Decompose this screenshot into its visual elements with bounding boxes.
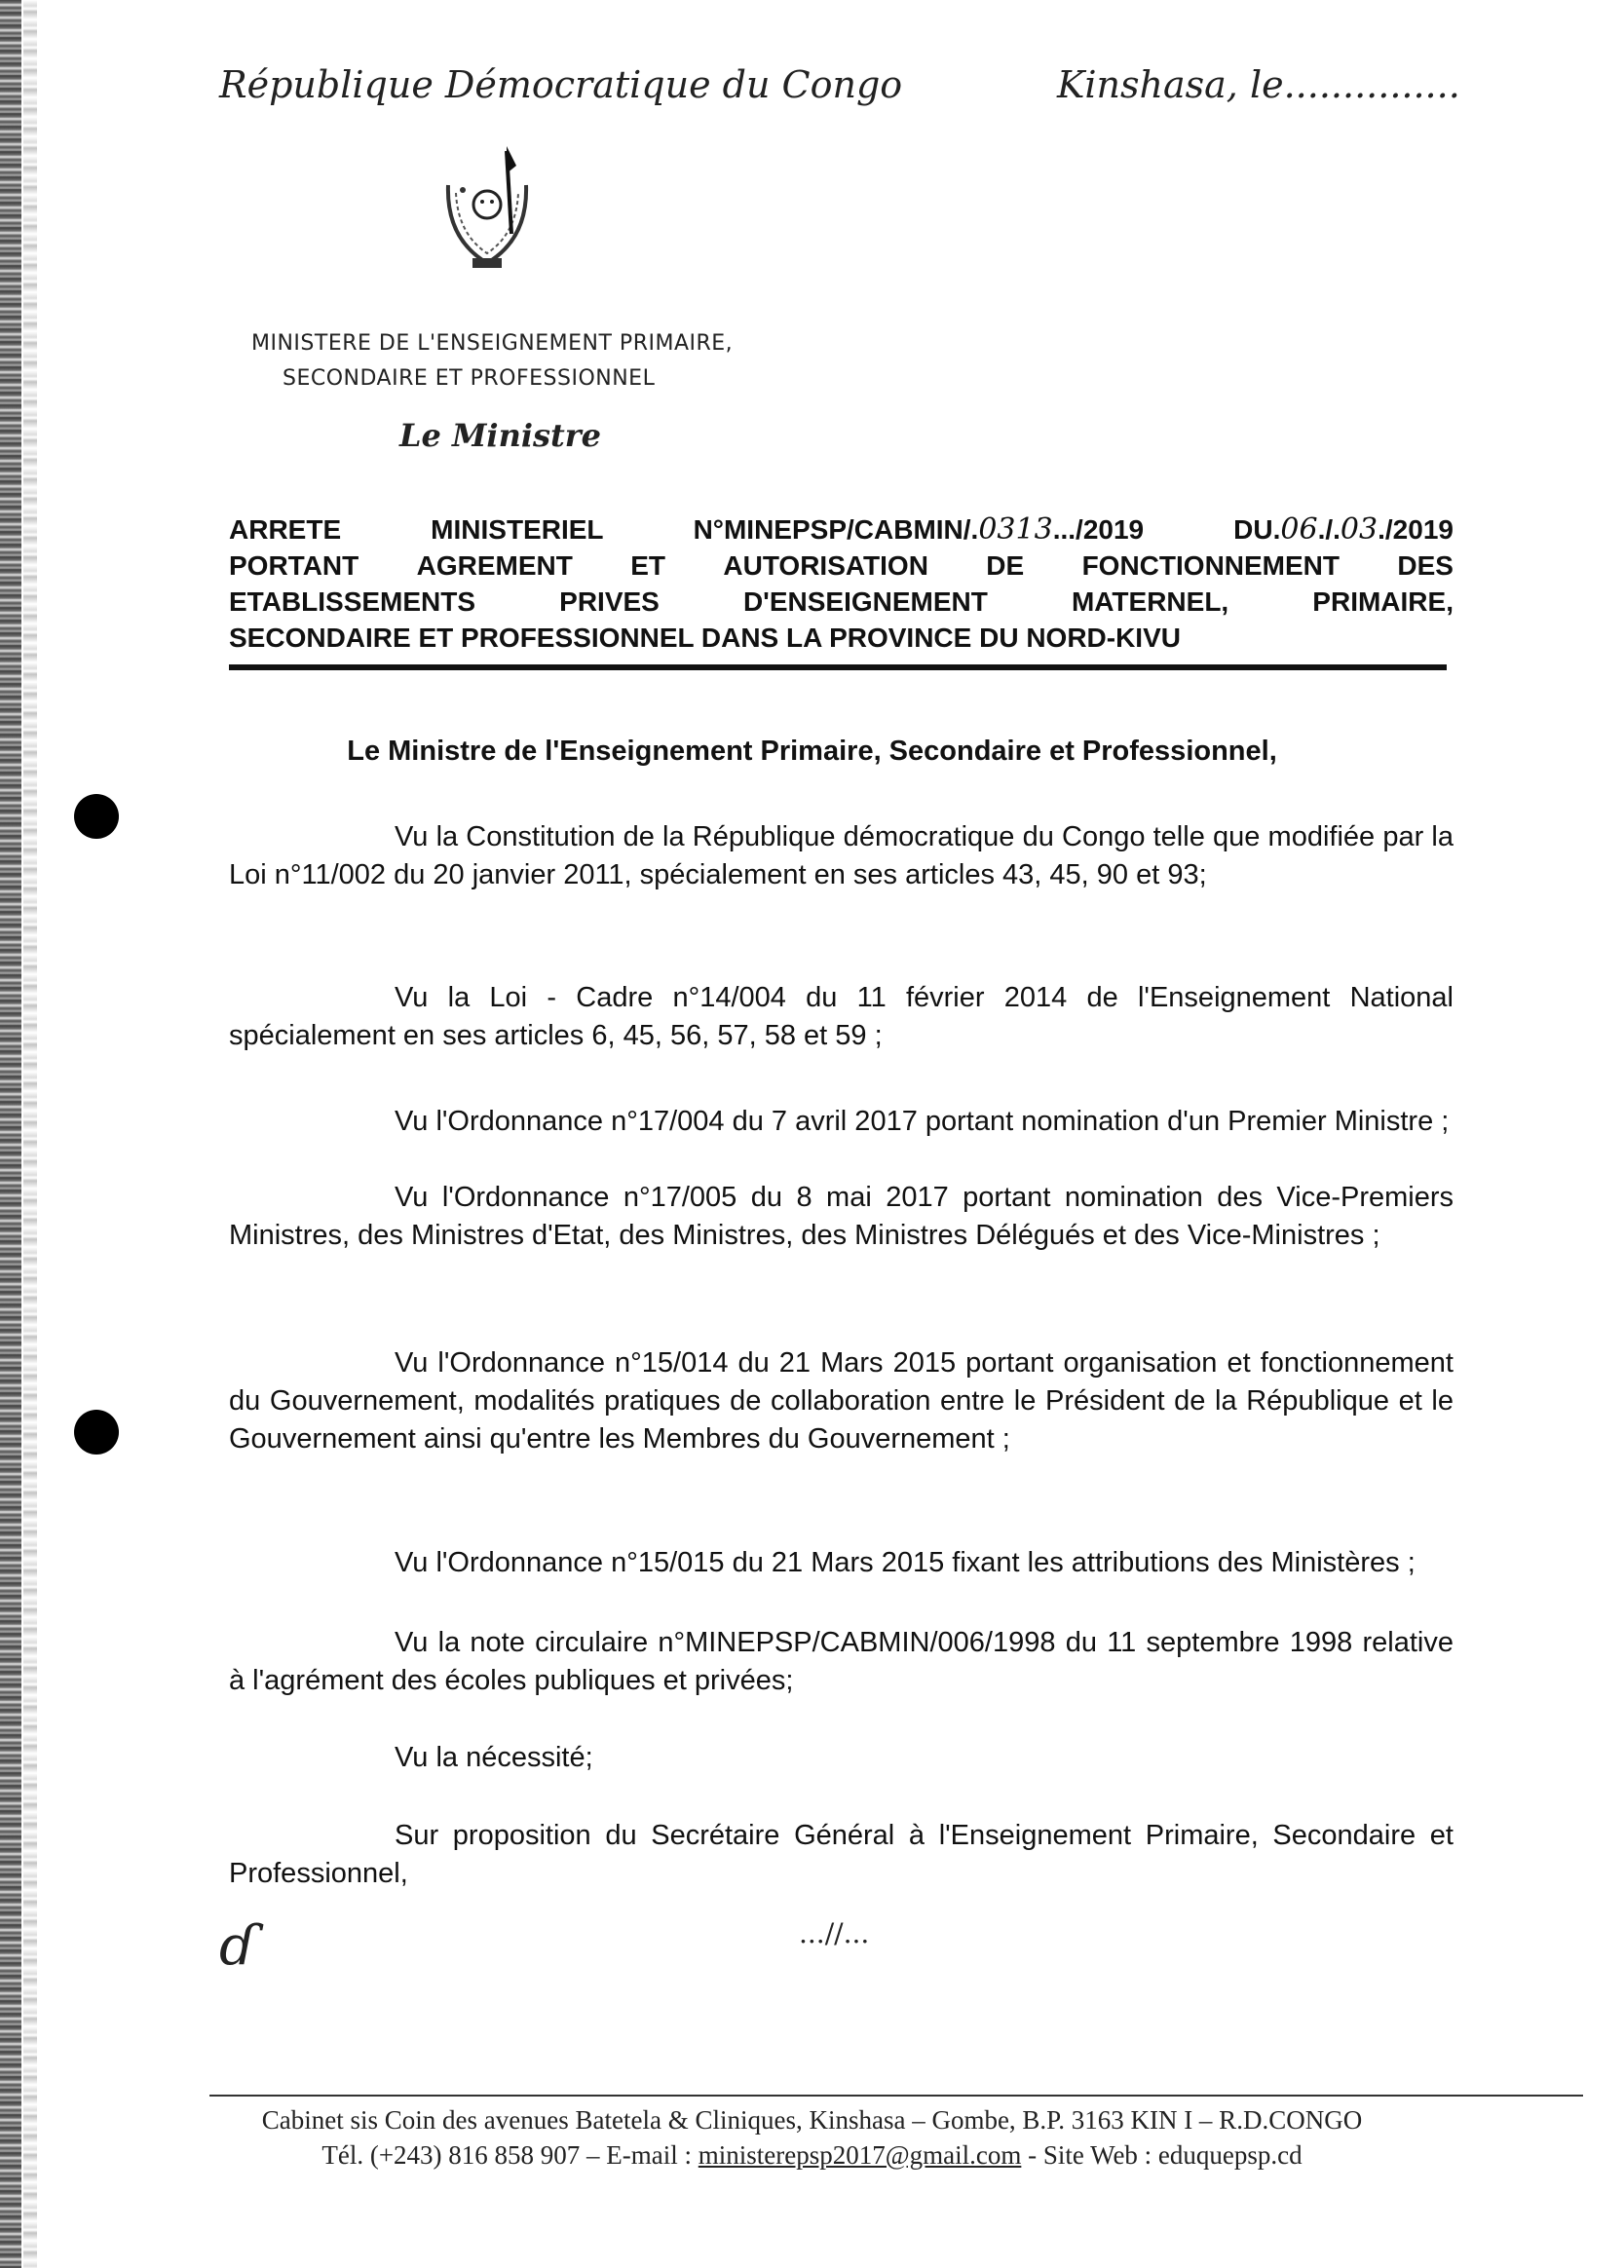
handwritten-day: 06 bbox=[1280, 512, 1318, 547]
footer-email-link[interactable]: ministerepsp2017@gmail.com bbox=[698, 2140, 1022, 2170]
ministry-name-line2: SECONDAIRE ET PROFESSIONNEL bbox=[283, 366, 656, 391]
title-word: MATERNEL, bbox=[1071, 586, 1229, 617]
title-word: PRIVES bbox=[559, 586, 660, 617]
handwritten-initial: ɗ bbox=[219, 1914, 257, 1978]
coat-of-arms-icon bbox=[429, 146, 555, 278]
place-date: Kinshasa, le............... bbox=[1057, 63, 1460, 106]
title-word: DE bbox=[986, 550, 1025, 581]
title-line-2 bbox=[229, 548, 1454, 584]
paragraph-ordinance-prime-minister: Vu l'Ordonnance n°17/004 du 7 avril 2017 portant nomination d'un Premier Ministre ; bbox=[395, 1106, 1450, 1137]
paragraph-framework-law: Vu la Loi - Cadre n°14/004 du 11 février 2014 de l'Enseignement National spécialement en ses articles 6, 45, 56, 57, 58 et 59 ; bbox=[229, 982, 1454, 1051]
title-line-1 bbox=[229, 511, 1454, 548]
paragraph-proposal: Sur proposition du Secrétaire Général à l'Enseignement Primaire, Secondaire et Professionnel, bbox=[229, 1820, 1454, 1889]
title-word: PRIMAIRE, bbox=[1312, 586, 1454, 617]
title-word: ARRETE bbox=[229, 514, 342, 545]
minister-heading: Le Ministre de l'Enseignement Primaire, Secondaire et Professionnel, bbox=[347, 736, 1277, 767]
footer-website: - Site Web : eduquepsp.cd bbox=[1021, 2140, 1303, 2170]
title-text: SECONDAIRE ET PROFESSIONNEL DANS LA PROVINCE DU NORD-KIVU bbox=[229, 623, 1181, 653]
title-line-3 bbox=[229, 584, 1454, 620]
handwritten-number: 0313 bbox=[978, 512, 1053, 547]
footer bbox=[0, 2102, 1624, 2173]
continued-marker: ...//... bbox=[799, 1917, 870, 1949]
footer-address: Cabinet sis Coin des avenues Batetela & Cliniques, Kinshasa – Gombe, B.P. 3163 KIN I – R.D.CONGO bbox=[261, 2105, 1363, 2135]
title-line-4 bbox=[229, 620, 1454, 656]
title-underline bbox=[229, 664, 1447, 670]
scan-edge-artifact bbox=[23, 0, 37, 2268]
title-word: ETABLISSEMENTS bbox=[229, 586, 476, 617]
decree-date: DU.06./.03./2019 bbox=[1233, 512, 1454, 547]
footer-phone: Tél. (+243) 816 858 907 – E-mail : bbox=[321, 2140, 699, 2170]
paragraph-circular-note: Vu la note circulaire n°MINEPSP/CABMIN/006/1998 du 11 septembre 1998 relative à l'agrément des écoles publiques et privées; bbox=[229, 1627, 1454, 1696]
title-word: FONCTIONNEMENT bbox=[1081, 550, 1341, 581]
paragraph-necessity: Vu la nécessité; bbox=[395, 1742, 593, 1773]
scan-edge-artifact bbox=[0, 0, 21, 2268]
punch-hole bbox=[74, 1410, 119, 1455]
handwritten-month: 03 bbox=[1340, 512, 1379, 547]
title-word: PORTANT bbox=[229, 550, 359, 581]
decree-title bbox=[229, 511, 1454, 656]
footer-contact bbox=[0, 2137, 1624, 2173]
ministry-name-line1: MINISTERE DE L'ENSEIGNEMENT PRIMAIRE, bbox=[251, 331, 734, 356]
punch-hole bbox=[74, 794, 119, 839]
minister-title: Le Ministre bbox=[399, 417, 602, 454]
footer-divider bbox=[209, 2095, 1583, 2097]
paragraph-ordinance-government: Vu l'Ordonnance n°15/014 du 21 Mars 2015 portant organisation et fonctionnement du Gouvernement, modalités pratiques de collaboration entre le Président de la République et le Gouvernement ainsi qu'entre les Membres du Gouvernement ; bbox=[229, 1347, 1454, 1455]
title-word: ET bbox=[630, 550, 666, 581]
title-word: AGREMENT bbox=[416, 550, 573, 581]
country-name: République Démocratique du Congo bbox=[219, 63, 903, 106]
paragraph-ordinance-attributions: Vu l'Ordonnance n°15/015 du 21 Mars 2015 fixant les attributions des Ministères ; bbox=[395, 1547, 1416, 1578]
paragraph-constitution: Vu la Constitution de la République démocratique du Congo telle que modifiée par la Loi n°11/002 du 20 janvier 2011, spécialement en ses articles 43, 45, 90 et 93; bbox=[229, 821, 1454, 890]
decree-reference: N°MINEPSP/CABMIN/.0313.../2019 bbox=[693, 512, 1145, 547]
title-word: DES bbox=[1397, 550, 1454, 581]
title-word: AUTORISATION bbox=[723, 550, 928, 581]
title-word: D'ENSEIGNEMENT bbox=[742, 586, 988, 617]
title-word: MINISTERIEL bbox=[431, 514, 604, 545]
paragraph-ordinance-ministers: Vu l'Ordonnance n°17/005 du 8 mai 2017 portant nomination des Vice-Premiers Ministres, des Ministres d'Etat, des Ministres, des Ministres Délégués et des Vice-Ministres ; bbox=[229, 1182, 1454, 1251]
